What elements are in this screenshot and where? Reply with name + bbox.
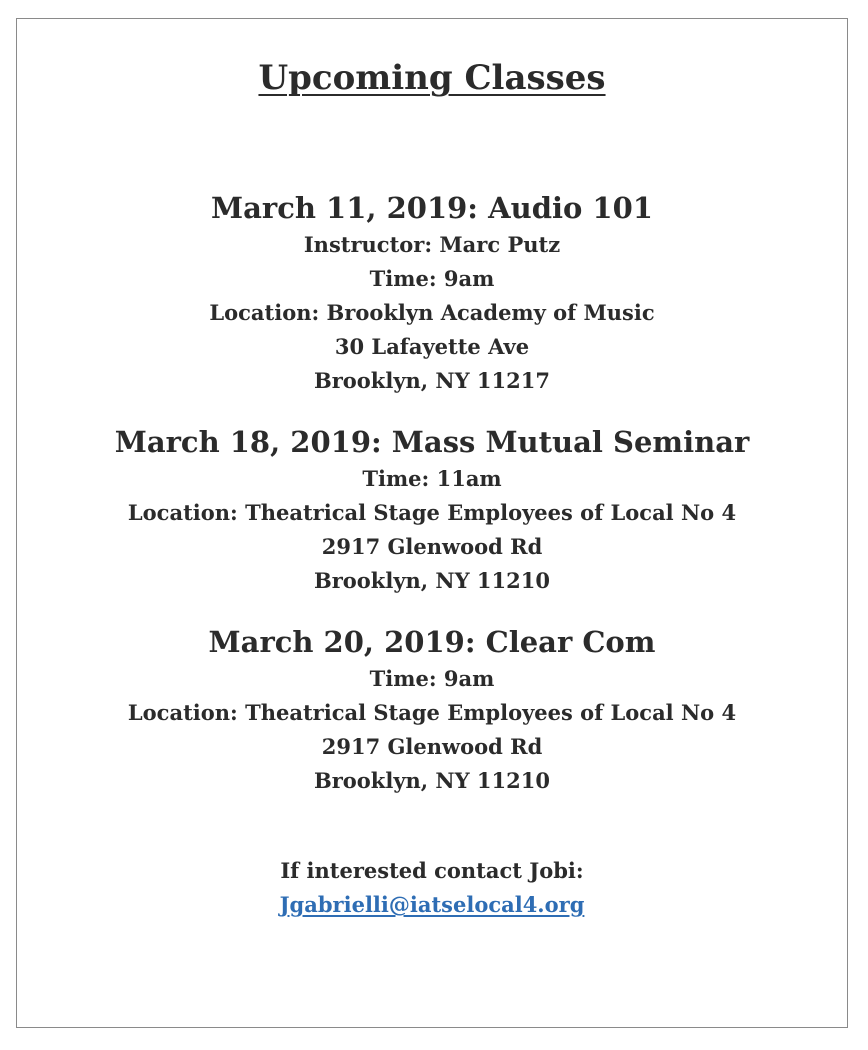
class-street: 30 Lafayette Ave: [334, 334, 530, 359]
contact-section: [16, 854, 848, 922]
class-time: Time: 9am: [369, 666, 495, 691]
contact-email-link[interactable]: Jgabrielli@iatselocal4.org: [279, 892, 585, 917]
class-location: Location: Theatrical Stage Employees of Local No 4: [127, 700, 737, 725]
page-title: Upcoming Classes: [258, 58, 606, 98]
class-heading: March 20, 2019: Clear Com: [208, 625, 656, 659]
class-city: Brooklyn, NY 11210: [313, 568, 550, 593]
class-time: Time: 11am: [362, 466, 502, 491]
class-heading: March 11, 2019: Audio 101: [211, 191, 653, 225]
class-time: Time: 9am: [369, 266, 495, 291]
class-heading: March 18, 2019: Mass Mutual Seminar: [114, 425, 750, 459]
class-location: Location: Theatrical Stage Employees of Local No 4: [127, 500, 737, 525]
class-entry-clear-com: [16, 622, 848, 798]
class-instructor: Instructor: Marc Putz: [303, 232, 561, 257]
class-entry-mass-mutual-seminar: [16, 422, 848, 598]
class-street: 2917 Glenwood Rd: [321, 734, 543, 759]
class-location: Location: Brooklyn Academy of Music: [209, 300, 655, 325]
contact-label: If interested contact Jobi:: [280, 858, 584, 883]
flyer-document: [16, 18, 848, 922]
class-entry-audio-101: [16, 188, 848, 398]
class-list: [16, 188, 848, 798]
class-city: Brooklyn, NY 11210: [313, 768, 550, 793]
class-city: Brooklyn, NY 11217: [313, 368, 550, 393]
class-street: 2917 Glenwood Rd: [321, 534, 543, 559]
